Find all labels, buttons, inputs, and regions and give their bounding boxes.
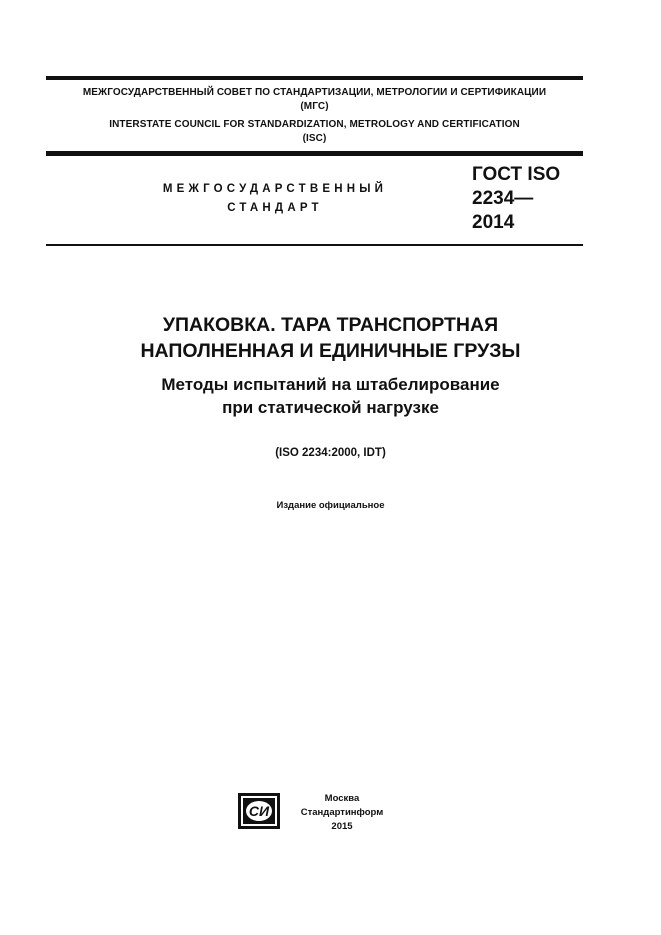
standard-code: ГОСТ ISO 2234— 2014 (472, 164, 561, 233)
council-en (46, 118, 583, 146)
standartinform-logo-icon (238, 793, 280, 829)
council-ru-abbr: (МГС) (300, 101, 329, 112)
council-en-abbr: (ISC) (302, 133, 327, 144)
edition-note: Издание официальное (276, 500, 385, 511)
logo-letters: СИ (248, 803, 270, 819)
middle-rule (46, 151, 583, 156)
document-subtitle: Методы испытаний на штабелирование при статической нагрузке (161, 375, 500, 417)
iso-reference: (ISO 2234:2000, IDT) (275, 447, 386, 459)
publisher-name: Стандартинформ (300, 807, 384, 818)
top-rule (46, 76, 583, 80)
standard-kind-line2: СТАНДАРТ (227, 202, 323, 214)
council-ru-name: МЕЖГОСУДАРСТВЕННЫЙ СОВЕТ ПО СТАНДАРТИЗАЦИИ, МЕТРОЛОГИИ И СЕРТИФИКАЦИИ (82, 87, 547, 98)
publisher-block (290, 792, 394, 834)
standard-kind-line1: МЕЖГОСУДАРСТВЕННЫЙ (162, 183, 388, 195)
document-title: УПАКОВКА. ТАРА ТРАНСПОРТНАЯ НАПОЛНЕННАЯ И ЕДИНИЧНЫЕ ГРУЗЫ (140, 314, 521, 362)
council-ru (46, 86, 583, 114)
publication-year: 2015 (331, 821, 353, 832)
publisher-city: Москва (324, 793, 360, 804)
standard-kind (140, 180, 410, 218)
bottom-rule (46, 244, 583, 246)
council-en-name: INTERSTATE COUNCIL FOR STANDARDIZATION, METROLOGY AND CERTIFICATION (109, 119, 520, 130)
